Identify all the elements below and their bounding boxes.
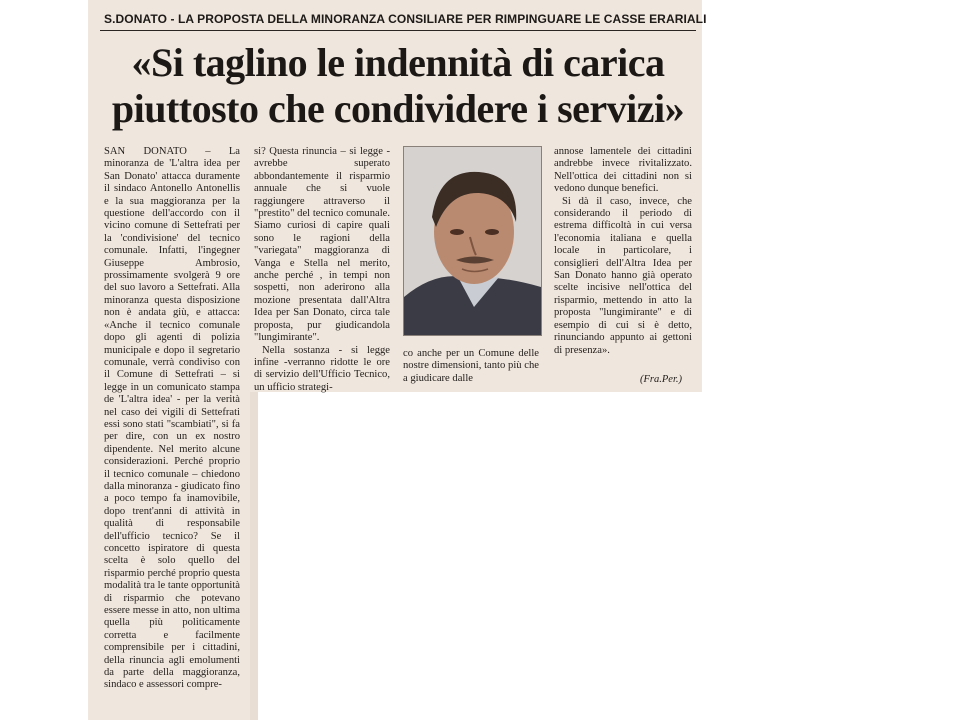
column-1-text: SAN DONATO – La minoranza de 'L'altra idea per San Donato' attacca duramente il sindaco Antonello Antonellis e la sua maggioranza per la questione dell'accordo con il vicino comune di Settefrati per la 'condivisione' del tecnico comunale. Infatti, l'ingegner Giuseppe Ambrosio, prossimamente svolgerà 9 ore del suo lavoro a Settefrati. Alla minoranza questa disposizione non è andata giù, e attacca: «Anche il tecnico comunale dopo gli agenti di polizia municipale e dopo il segretario comunale, verrà condiviso con il Comune di Settefrati – si legge in un comunicato stampa de 'L'altra idea' - per la verità nel caso dei vigili di Settefrati essi sono stati "scambiati", si fa per dire, con un ex nostro dipendente. Nel merito alcune considerazioni. Perché proprio il tecnico comunale – chiedono dalla minoranza - giudicato fino a poco tempo fa inamovibile, dopo trent'anni di attività in qualità di responsabile dell'ufficio tecnico? Se il concetto ispiratore di questa scelta è solo quello del risparmio perché proprio questa modalità tra le tante opportunità di risparmio che potevano essere messe in atto, non ultima quella più politicamente corretta e facilmente comprensibile per i cittadini, della rinuncia agli emolumenti da parte della maggioranza, sindaco e assessori compre-: [104, 146, 240, 691]
article-column-3: [403, 348, 539, 385]
article-headline: [100, 40, 696, 132]
article-column-4: [554, 146, 692, 357]
headline-line-2: piuttosto che condividere i servizi»: [111, 86, 685, 131]
man-portrait-image: [404, 147, 541, 335]
article-byline: (Fra.Per.): [640, 374, 682, 385]
article-column-2: [254, 146, 390, 393]
clipping-torn-edge: [250, 392, 258, 720]
column-2-paragraph-1: si? Questa rinuncia – si legge - avrebbe superato abbondantemente il risparmio annuale che si vuole raggiungere attraverso il "prestito" del tecnico comunale. Siamo curiosi di capire quali sono le ragioni della "variegata" maggioranza di Vanga e Stella nel merito, anche perché , in tempi non sospetti, non aderirono alla mozione presentata dall'Altra Idea per San Donato, circa tale proposta, pur giudicandola "lungimirante".: [254, 146, 390, 344]
portrait-photo: [403, 146, 542, 336]
column-3-text: co anche per un Comune delle nostre dimensioni, tanto più che a giudicare dalle: [403, 348, 539, 384]
column-4-paragraph-1: annose lamentele dei cittadini andrebbe invece rivitalizzato. Nell'ottica dei cittadini non si vedono dunque benefici.: [554, 146, 692, 195]
column-2-paragraph-2: Nella sostanza - si legge infine -verranno ridotte le ore di servizio dell'Ufficio Tecnico, un ufficio strategi-: [254, 344, 390, 393]
article-kicker: S.DONATO - LA PROPOSTA DELLA MINORANZA CONSILIARE PER RIMPINGUARE LE CASSE ERARIALI: [104, 12, 707, 26]
kicker-rule: [100, 30, 696, 31]
article-column-1: [104, 146, 240, 714]
headline-line-1: «Si taglino le indennità di carica: [131, 40, 665, 85]
column-4-paragraph-2: Si dà il caso, invece, che considerando il periodo di estrema difficoltà in cui versa l'economia italiana e quella locale in particolare, i consiglieri dell'Altra Idea per San Donato hanno già operato scelte incisive nell'ottica del risparmio, mettendo in atto la proposta "lungimirante" e di esempio di cui si è detto, rinunciando appunto ai gettoni di presenza».: [554, 195, 692, 356]
